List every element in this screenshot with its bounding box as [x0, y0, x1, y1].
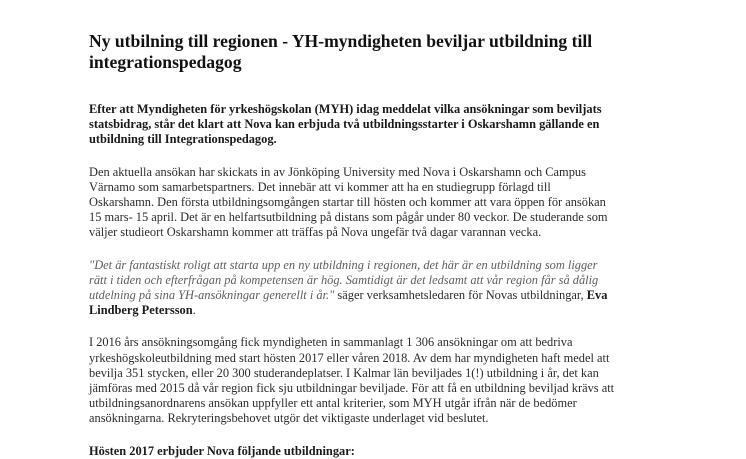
- quote-person-line: [89, 303, 669, 318]
- paragraph-line: yrkeshögskoleutbildning med start hösten 2017 eller våren 2018. Av dem har myndigheten haft medel att: [89, 350, 610, 365]
- quote-line: "Det är fantastiskt roligt att starta upp en ny utbildning i regionen, det här är en utbildning som ligger: [89, 257, 598, 272]
- paragraph-application: [89, 165, 669, 241]
- quote-last-line: [89, 288, 669, 303]
- paragraph-line: utbildningsanordnarens ansökan uppfyller ett antal kriterier, som MYH utgår ifrån när de bedömer: [89, 396, 577, 411]
- title-line: Ny utbilning till regionen - YH-myndigheten beviljar utbildning till: [89, 31, 593, 51]
- paragraph-line: ansökningarna. Rekryteringsbehovet utgör det viktigaste underlaget vid beslutet.: [89, 411, 489, 426]
- paragraph-line: Värnamo som samarbetspartners. Det innebär att vi kommer att ha en studiegrupp förlagd till: [89, 179, 551, 194]
- title-line: integrationspedagog: [89, 52, 242, 72]
- lead-paragraph: [89, 102, 669, 148]
- quoted-person-first-name: Eva: [586, 288, 608, 303]
- quote-attribution: säger verksamhetsledaren för Novas utbildningar,: [334, 288, 587, 303]
- article-title: [89, 31, 669, 73]
- quote-end-punctuation: .: [192, 303, 196, 318]
- lead-line: utbildning till Integrationspedagog.: [89, 132, 277, 147]
- paragraph-line: Oskarshamn. Den första utbildningsomgången startar till hösten och kommer att vara öppen för ansökan: [89, 195, 606, 210]
- quote-paragraph: [89, 258, 669, 319]
- lead-line: statsbidrag, står det klart att Nova kan erbjuda två utbildningsstarter i Oskarshamn gällande en: [89, 117, 600, 132]
- paragraph-line: 15 mars- 15 april. Det är en helfartsutbildning på distans som pågår under 80 veckor. De studerande som: [89, 210, 608, 225]
- quote-line: rätt i tiden och efterfrågan på kompetensen är hög. Samtidigt är det ledsamt att vår region får så dålig: [89, 272, 599, 287]
- article-body: [89, 31, 669, 459]
- paragraph-line: bevilja 351 stycken, eller 20 300 studerandeplatser. I Kalmar län beviljades 1(!) utbildning i år, det kan: [89, 365, 599, 380]
- quoted-person-surname: Lindberg Petersson: [89, 303, 193, 318]
- paragraph-line: I 2016 års ansökningsomgång fick myndigheten in sammanlagt 1 306 ansökningar om att bedriva: [89, 335, 573, 350]
- lead-line: Efter att Myndigheten för yrkeshögskolan (MYH) idag meddelat vilka ansökningar som beviljats: [89, 102, 602, 116]
- paragraph-statistics: [89, 335, 669, 426]
- paragraph-line: väljer studieort Oskarshamn kommer att träffas på Nova ungefär två dagar varannan vecka.: [89, 225, 542, 240]
- quote-line: utdelning på sina YH-ansökningar generellt i år.": [89, 288, 335, 303]
- paragraph-line: Den aktuella ansökan har skickats in av Jönköping University med Nova i Oskarshamn och Campus: [89, 164, 586, 179]
- section-heading: Hösten 2017 erbjuder Nova följande utbildningar:: [89, 443, 355, 458]
- paragraph-line: jämföras med 2015 då vår region fick sju utbildningar beviljade. För att få en utbildning beviljad krävs att: [89, 381, 615, 396]
